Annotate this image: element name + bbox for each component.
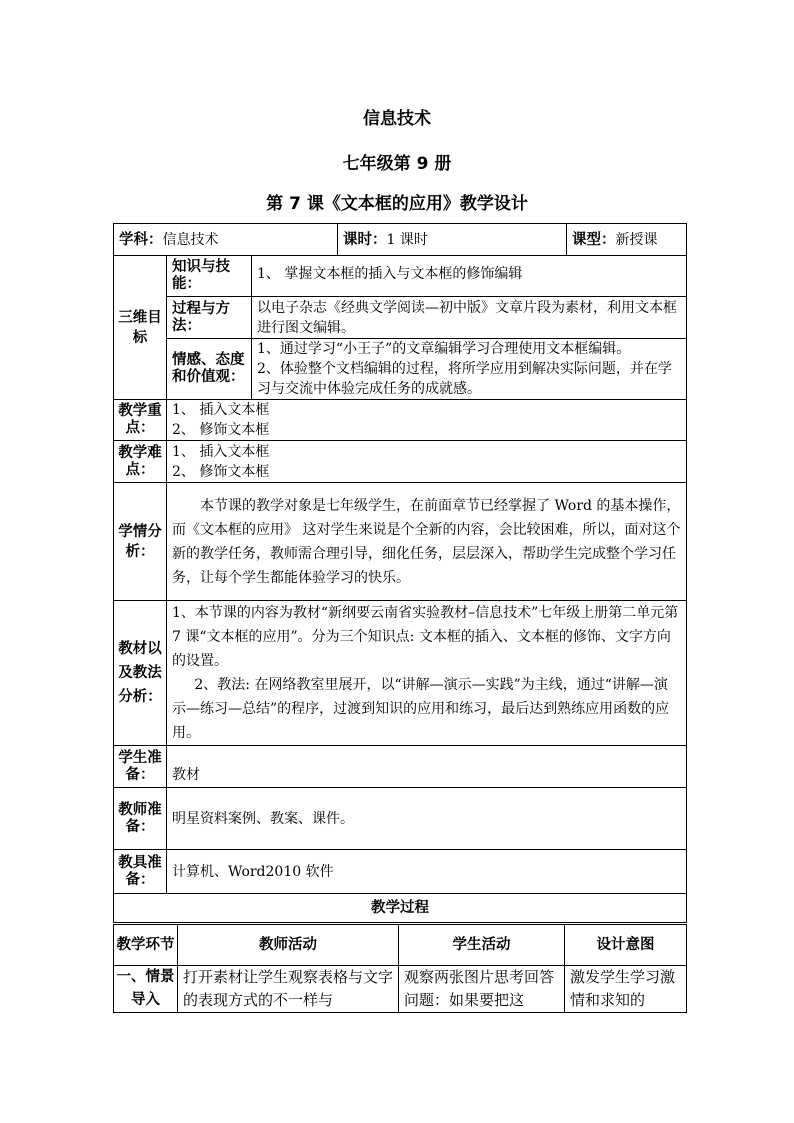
lesson-type-value: 新授课 [615, 231, 658, 248]
tool-prep-row [114, 850, 687, 894]
process-header-intent: 设计意图 [565, 925, 687, 966]
process-header-student: 学生活动 [399, 925, 565, 966]
period-label: 课时： [343, 231, 387, 248]
tool-prep-label: 教具准备： [114, 850, 167, 894]
process-row [114, 966, 687, 1013]
process-title: 教学过程 [114, 894, 687, 923]
teacher-prep-label: 教师准备： [114, 788, 167, 850]
objectives-label: 三维目标 [114, 256, 167, 400]
period-value: 1 课时 [386, 231, 428, 248]
student-prep-row [114, 746, 687, 788]
material-analysis-para2: 2、教法: 在网络教室里展开，以“讲解—演示—实践”为主线，通过“讲解—演示—练习—总结”的程序，过渡到知识的应用和练习，最后达到熟练应用函数的应用。 [172, 677, 670, 741]
process-teacher-activity: 打开素材让学生观察表格与文字的表现方式的不一样与 [178, 966, 399, 1013]
student-prep-label: 学生准备： [114, 746, 167, 788]
key-point-item: 1、 插入文本框 [172, 402, 270, 418]
tool-prep-content: 计算机、Word2010 软件 [167, 850, 687, 894]
process-header-teacher: 教师活动 [178, 925, 399, 966]
objective-row-emotion [114, 339, 687, 400]
key-point-item: 2、 修饰文本框 [172, 422, 270, 438]
process-design-intent: 激发学生学习激情和求知的 [565, 966, 687, 1013]
key-points-label: 教学重点： [114, 400, 167, 441]
student-prep-content: 教材 [167, 746, 687, 788]
objective-knowledge-label: 知识与技能： [167, 256, 252, 297]
difficult-point-item: 2、 修饰文本框 [172, 463, 270, 480]
material-analysis-label: 教材以及教法分析： [114, 601, 167, 746]
lesson-design-table [113, 223, 687, 923]
teacher-prep-row [114, 788, 687, 850]
objective-row-process [114, 297, 687, 339]
key-points-content [167, 400, 687, 441]
material-analysis-row [114, 601, 687, 746]
document-title: 信息技术 [363, 109, 431, 129]
objective-emotion-line: 1、通过学习“小王子”的文章编辑学习合理使用文本框编辑。 [257, 341, 631, 357]
process-student-activity: 观察两张图片思考回答问题：如果要把这 [399, 966, 565, 1013]
difficult-point-item: 1、 插入文本框 [172, 443, 270, 460]
process-header-row [114, 925, 687, 966]
subject-label: 学科： [119, 231, 163, 248]
learner-analysis-content: 本节课的教学对象是七年级学生，在前面章节已经掌握了 Word 的基本操作，而《文本框的应用》 这对学生来说是个全新的内容，会比较困难，所以，面对这个新的教学任务，教师需合理引导，细化任务，层层深入，帮助学生完成整个学习任务，让每个学生都能体验学习的快乐。 [172, 497, 681, 586]
learner-analysis-row [114, 483, 687, 601]
info-row [114, 224, 687, 256]
key-points-row [114, 400, 687, 441]
objective-emotion-label: 情感、态度和价值观： [167, 339, 252, 400]
objective-knowledge-content: 1、 掌握文本框的插入与文本框的修饰编辑 [252, 256, 687, 297]
difficult-points-label: 教学难点： [114, 441, 167, 483]
lesson-type-label: 课型： [572, 231, 616, 248]
grade-volume-title: 七年级第 9 册 [342, 154, 452, 174]
objective-process-label: 过程与方法： [167, 297, 252, 339]
learner-analysis-label: 学情分析： [114, 483, 167, 601]
difficult-points-row [114, 441, 687, 483]
lesson-title: 第 7 课《文本框的应用》教学设计 [266, 194, 528, 214]
process-header-stage: 教学环节 [114, 925, 178, 966]
process-title-row [114, 894, 687, 923]
objective-emotion-line: 2、体验整个文档编辑的过程，将所学应用到解决实际问题，并在学习与交流中体验完成任务的成就感。 [257, 361, 672, 397]
teacher-prep-content: 明星资料案例、教案、课件。 [167, 788, 687, 850]
objective-process-content: 以电子杂志《经典文学阅读—初中版》文章片段为素材，利用文本框进行图文编辑。 [252, 297, 687, 339]
objective-row-knowledge [114, 256, 687, 297]
subject-cell [114, 224, 338, 256]
subject-value: 信息技术 [162, 231, 219, 248]
difficult-points-content [167, 441, 687, 483]
teaching-process-table [113, 924, 687, 1013]
lesson-type-cell [567, 224, 686, 255]
process-stage: 一、情景导入 [114, 966, 178, 1013]
material-analysis-para1: 1、本节课的内容为教材“新纲要云南省实验教材–信息技术”七年级上册第二单元第 7 课“文本框的应用”。分为三个知识点: 文本框的插入、文本框的修饰、文字方向的设置。 [172, 605, 679, 669]
objective-emotion-content [252, 339, 687, 400]
period-cell [338, 224, 567, 255]
